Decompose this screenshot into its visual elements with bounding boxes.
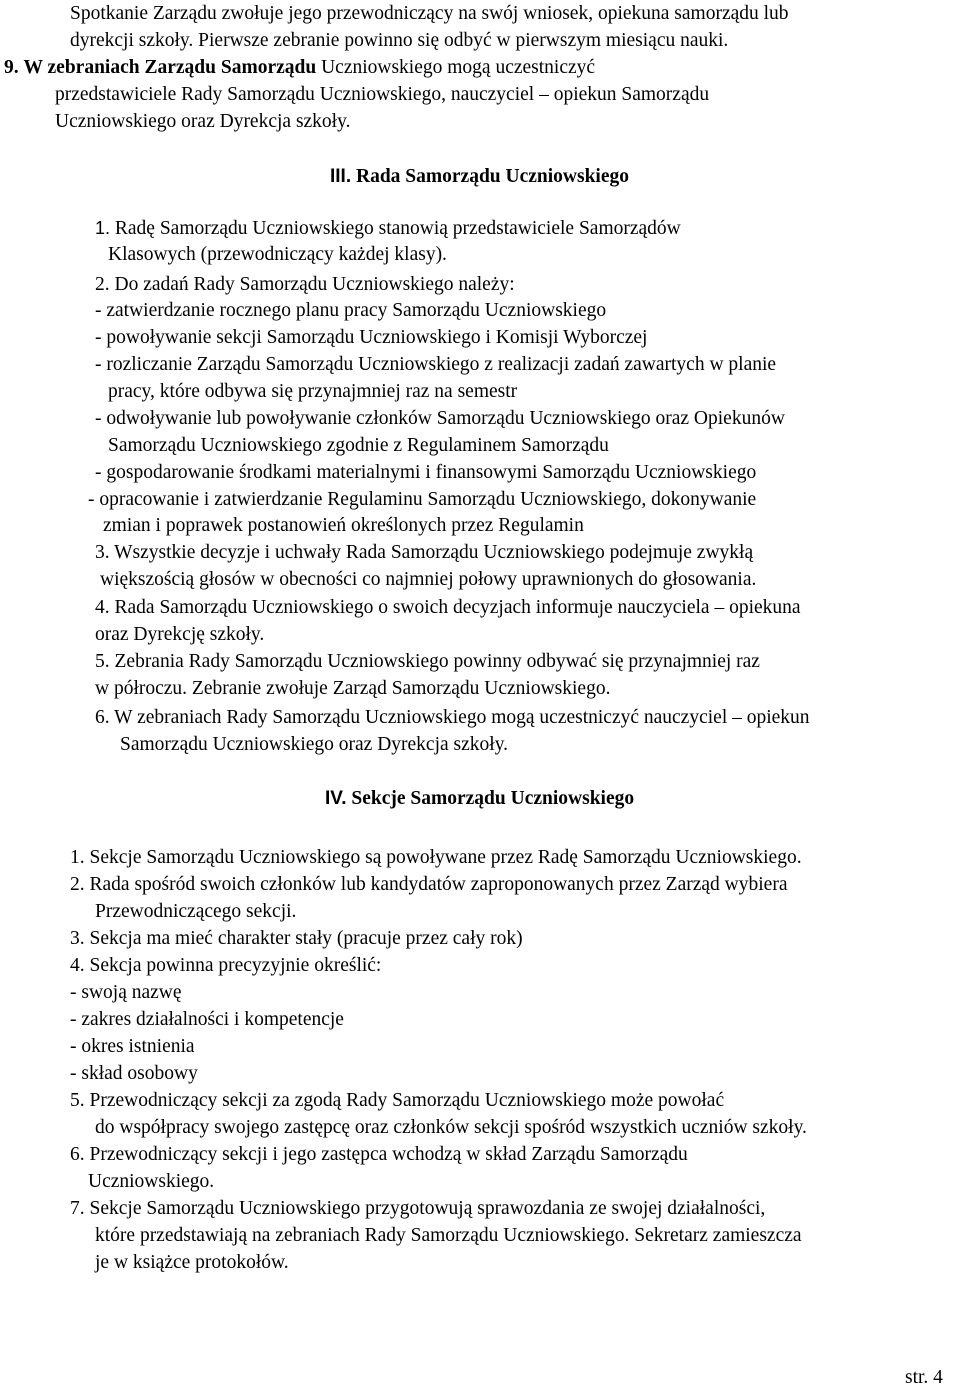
text-line: Samorządu Uczniowskiego oraz Dyrekcja szkoły.	[120, 734, 509, 755]
text-line: Klasowych (przewodniczący każdej klasy).	[108, 244, 447, 265]
section-title: Rada Samorządu Uczniowskiego	[351, 166, 630, 187]
list-item: 7. Sekcje Samorządu Uczniowskiego przygotowują sprawozdania ze swojej działalności,	[70, 1198, 766, 1219]
list-subitem: - swoją nazwę	[70, 982, 182, 1003]
section-title: Sekcje Samorządu Uczniowskiego	[346, 788, 635, 809]
list-subitem: - gospodarowanie środkami materialnymi i finansowymi Samorządu Uczniowskiego	[95, 462, 757, 483]
list-subitem: - zakres działalności i kompetencje	[70, 1009, 344, 1030]
text-line: je w książce protokołów.	[95, 1252, 289, 1273]
text-line: w półroczu. Zebranie zwołuje Zarząd Samorządu Uczniowskiego.	[95, 678, 611, 699]
text-line: do współpracy swojego zastępcę oraz członków sekcji spośród wszystkich uczniów szkoły.	[95, 1117, 807, 1138]
text-line: przedstawiciele Rady Samorządu Uczniowskiego, nauczyciel – opiekun Samorządu	[55, 84, 710, 105]
text-line: większością głosów w obecności co najmniej połowy uprawnionych do głosowania.	[100, 569, 757, 590]
list-subitem: - skład osobowy	[70, 1063, 198, 1084]
list-subitem: - rozliczanie Zarządu Samorządu Uczniowskiego z realizacji zadań zawartych w planie	[95, 354, 777, 375]
text-line: zmian i poprawek postanowień określonych przez Regulamin	[103, 515, 584, 536]
text-span: Radę Samorządu Uczniowskiego stanowią przedstawiciele Samorządów	[110, 218, 681, 239]
paragraph-9	[4, 55, 595, 81]
roman-numeral: IV.	[325, 788, 347, 809]
text-line: Uczniowskiego.	[88, 1171, 215, 1192]
roman-numeral: III.	[330, 166, 352, 187]
text-line: Samorządu Uczniowskiego zgodnie z Regulaminem Samorządu	[108, 435, 609, 456]
list-subitem: - odwoływanie lub powoływanie członków Samorządu Uczniowskiego oraz Opiekunów	[95, 408, 785, 429]
list-item: 1. Sekcje Samorządu Uczniowskiego są powoływane przez Radę Samorządu Uczniowskiego.	[70, 847, 802, 868]
text-line: dyrekcji szkoły. Pierwsze zebranie powinno się odbyć w pierwszym miesiącu nauki.	[70, 30, 729, 51]
text-line: Spotkanie Zarządu zwołuje jego przewodniczący na swój wniosek, opiekuna samorządu lub	[70, 3, 789, 24]
text-line: oraz Dyrekcję szkoły.	[95, 624, 265, 645]
section-heading-iv	[325, 786, 634, 812]
list-item: 4. Sekcja powinna precyzyjnie określić:	[70, 955, 382, 976]
text-line: Przewodniczącego sekcji.	[95, 901, 297, 922]
list-subitem: - opracowanie i zatwierdzanie Regulaminu Samorządu Uczniowskiego, dokonywanie	[88, 489, 757, 510]
list-item	[95, 215, 681, 242]
list-subitem: - powoływanie sekcji Samorządu Uczniowskiego i Komisji Wyborczej	[95, 327, 648, 348]
list-item: 3. Sekcja ma mieć charakter stały (pracuje przez cały rok)	[70, 928, 523, 949]
text-span: Uczniowskiego mogą uczestniczyć	[316, 57, 596, 78]
list-item: 5. Przewodniczący sekcji za zgodą Rady Samorządu Uczniowskiego może powołać	[70, 1090, 725, 1111]
text-line: pracy, które odbywa się przynajmniej raz na semestr	[108, 381, 518, 402]
text-line: Uczniowskiego oraz Dyrekcja szkoły.	[55, 111, 351, 132]
list-item: 6. W zebraniach Rady Samorządu Uczniowskiego mogą uczestniczyć nauczyciel – opiekun	[95, 707, 810, 728]
list-item: 2. Do zadań Rady Samorządu Uczniowskiego należy:	[95, 274, 515, 295]
list-subitem: - okres istnienia	[70, 1036, 195, 1057]
list-subitem: - zatwierdzanie rocznego planu pracy Samorządu Uczniowskiego	[95, 300, 607, 321]
item-number: 1.	[95, 218, 111, 238]
list-item: 2. Rada spośród swoich członków lub kandydatów zaproponowanych przez Zarząd wybiera	[70, 874, 788, 895]
list-item: 3. Wszystkie decyzje i uchwały Rada Samorządu Uczniowskiego podejmuje zwykłą	[95, 542, 754, 563]
section-heading-iii	[330, 164, 629, 190]
paragraph-number: 9.	[4, 57, 19, 78]
page-number: str. 4	[905, 1367, 943, 1388]
list-item: 4. Rada Samorządu Uczniowskiego o swoich decyzjach informuje nauczyciela – opiekuna	[95, 597, 801, 618]
list-item: 5. Zebrania Rady Samorządu Uczniowskiego powinny odbywać się przynajmniej raz	[95, 651, 760, 672]
list-item: 6. Przewodniczący sekcji i jego zastępca wchodzą w skład Zarządu Samorządu	[70, 1144, 688, 1165]
text-line: które przedstawiają na zebraniach Rady Samorządu Uczniowskiego. Sekretarz zamieszcza	[95, 1225, 802, 1246]
bold-text: W zebraniach Zarządu Samorządu	[23, 57, 317, 78]
